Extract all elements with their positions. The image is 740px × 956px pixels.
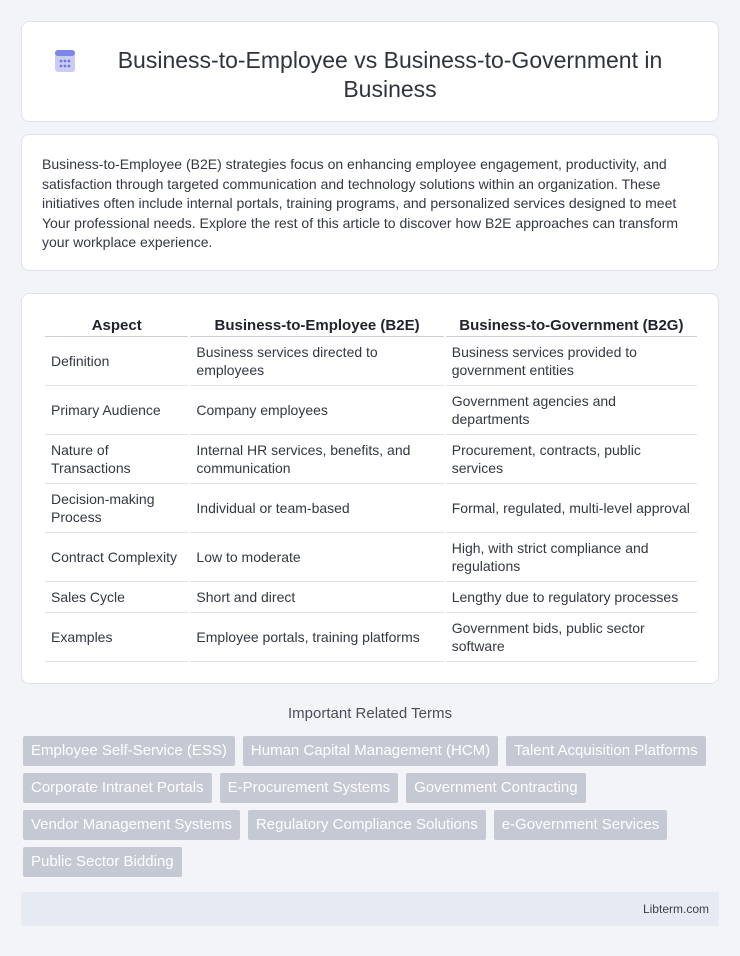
table-cell: Government agencies and departments <box>446 386 697 435</box>
table-cell: Procurement, contracts, public services <box>446 435 697 484</box>
table-cell: Primary Audience <box>45 386 188 435</box>
table-row <box>45 613 697 662</box>
related-term-tag[interactable]: Employee Self-Service (ESS) <box>23 736 235 766</box>
table-cell: Business services directed to employees <box>190 337 443 386</box>
related-term-tag[interactable]: Public Sector Bidding <box>23 847 182 877</box>
related-term-tag[interactable]: Talent Acquisition Platforms <box>506 736 705 766</box>
column-header: Business-to-Employee (B2E) <box>190 314 443 337</box>
footer-site-link[interactable]: Libterm.com <box>642 902 709 916</box>
related-term-tag[interactable]: Regulatory Compliance Solutions <box>248 810 486 840</box>
table-header-row <box>45 314 697 337</box>
table-row <box>45 337 697 386</box>
related-terms-list <box>23 736 723 884</box>
document-icon <box>52 48 78 74</box>
related-term-tag[interactable]: Human Capital Management (HCM) <box>243 736 498 766</box>
related-term-tag[interactable]: Vendor Management Systems <box>23 810 240 840</box>
column-header: Aspect <box>45 314 188 337</box>
column-header: Business-to-Government (B2G) <box>446 314 697 337</box>
related-term-tag[interactable]: e-Government Services <box>494 810 668 840</box>
footer <box>21 892 719 926</box>
table-row <box>45 386 697 435</box>
intro-card <box>21 134 719 271</box>
table-row <box>45 484 697 533</box>
table-cell: Decision-making Process <box>45 484 188 533</box>
table-row <box>45 582 697 613</box>
table-cell: High, with strict compliance and regulations <box>446 533 697 582</box>
intro-paragraph: Business-to-Employee (B2E) strategies focus on enhancing employee engagement, productivity, and satisfaction through targeted communication and technology solutions within an organization. These initiatives often include internal portals, training programs, and personalized services designed to meet Your professional needs. Explore the rest of this article to discover how B2E approaches can transform your workplace experience. <box>42 156 679 250</box>
table-cell: Government bids, public sector software <box>446 613 697 662</box>
table-row <box>45 435 697 484</box>
table-cell: Short and direct <box>190 582 443 613</box>
table-cell: Company employees <box>190 386 443 435</box>
page-title: Business-to-Employee vs Business-to-Government in Business <box>117 47 663 102</box>
table-cell: Examples <box>45 613 188 662</box>
table-cell: Lengthy due to regulatory processes <box>446 582 697 613</box>
related-term-tag[interactable]: Government Contracting <box>406 773 585 803</box>
related-term-tag[interactable]: E-Procurement Systems <box>220 773 399 803</box>
table-cell: Employee portals, training platforms <box>190 613 443 662</box>
table-cell: Individual or team-based <box>190 484 443 533</box>
table-cell: Business services provided to government entities <box>446 337 697 386</box>
header-card <box>21 21 719 122</box>
related-term-tag[interactable]: Corporate Intranet Portals <box>23 773 212 803</box>
table-cell: Internal HR services, benefits, and communication <box>190 435 443 484</box>
comparison-card <box>21 293 719 684</box>
table-row <box>45 533 697 582</box>
table-cell: Formal, regulated, multi-level approval <box>446 484 697 533</box>
table-cell: Definition <box>45 337 188 386</box>
related-terms-title: Important Related Terms <box>288 705 452 722</box>
comparison-table <box>43 314 699 662</box>
table-cell: Low to moderate <box>190 533 443 582</box>
table-cell: Contract Complexity <box>45 533 188 582</box>
table-cell: Sales Cycle <box>45 582 188 613</box>
table-cell: Nature of Transactions <box>45 435 188 484</box>
